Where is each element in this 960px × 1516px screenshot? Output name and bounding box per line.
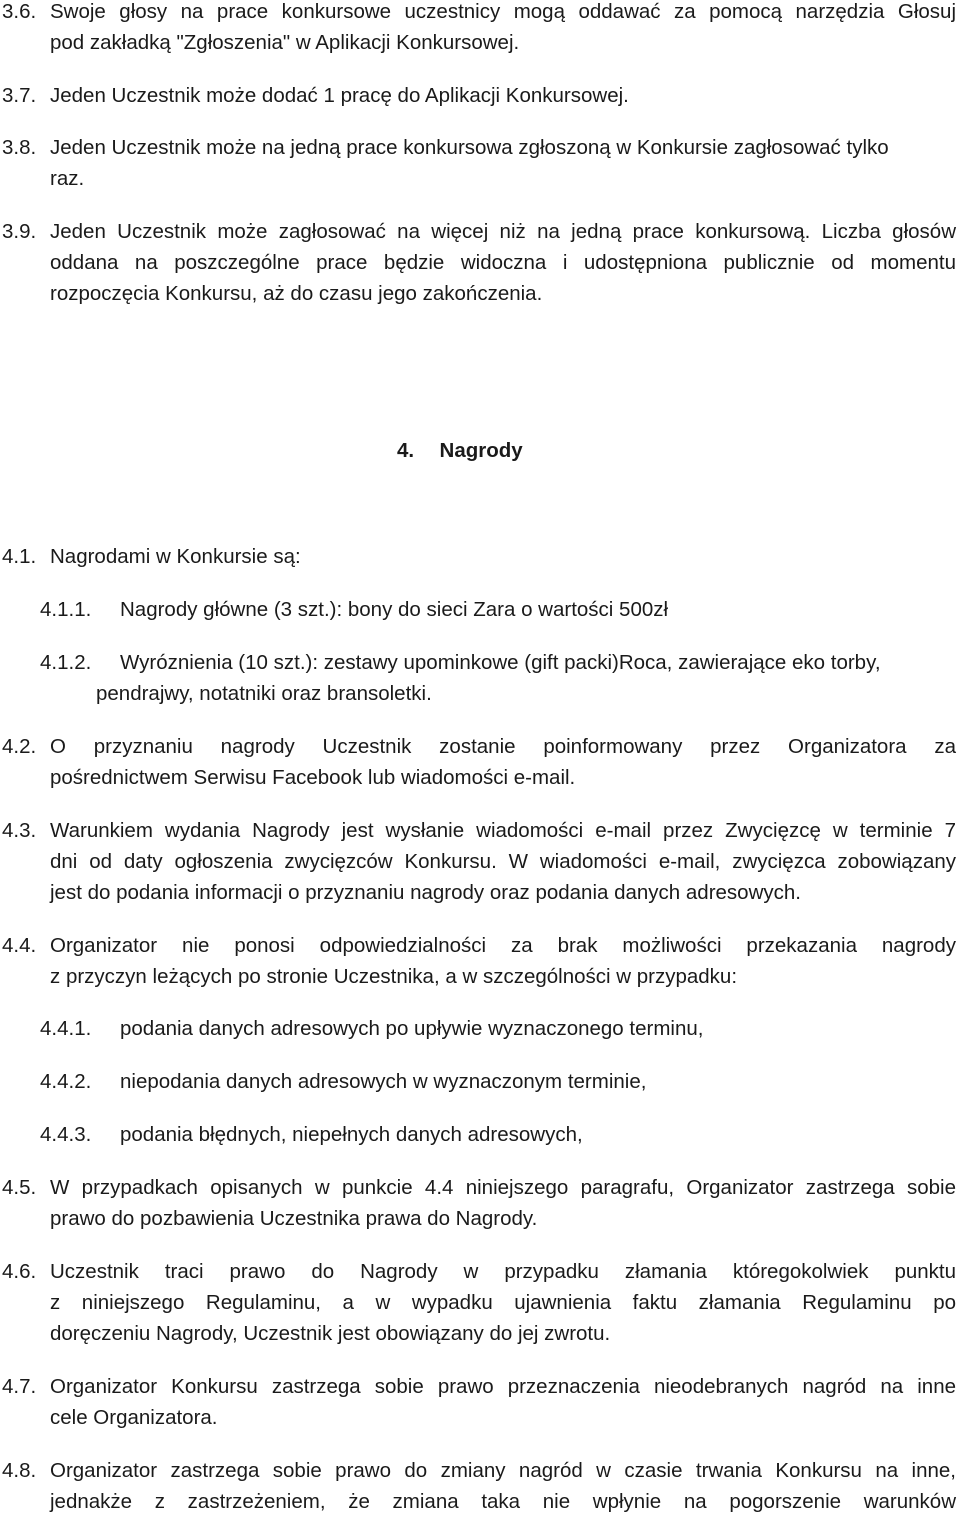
paragraph-line: Nagrody główne (3 szt.): bony do sieci Zara o wartości 500zł (120, 598, 669, 621)
paragraph-line: podania błędnych, niepełnych danych adresowych, (120, 1123, 583, 1146)
paragraph-line: raz. (50, 167, 85, 190)
section-number: 4.8. (2, 1459, 37, 1482)
paragraph-line: Jeden Uczestnik może zagłosować na więcej niż na jedną prace konkursową. Liczba głosów (50, 220, 956, 243)
heading-number: 4. (397, 439, 415, 462)
section-number: 4.5. (2, 1176, 37, 1199)
paragraph-line: niepodania danych adresowych w wyznaczonym terminie, (120, 1070, 647, 1093)
paragraph-line: podania danych adresowych po upływie wyznaczonego terminu, (120, 1017, 704, 1040)
section-number: 4.4.3. (40, 1123, 92, 1146)
paragraph-line: z niniejszego Regulaminu, a w wypadku ujawnienia faktu złamania Regulaminu po (50, 1291, 956, 1314)
section-number: 4.3. (2, 819, 37, 842)
section-number: 4.7. (2, 1375, 37, 1398)
paragraph-line: Swoje głosy na prace konkursowe uczestnicy mogą oddawać za pomocą narzędzia Głosuj (50, 0, 956, 23)
paragraph-line: z przyczyn leżących po stronie Uczestnika, a w szczególności w przypadku: (50, 965, 738, 988)
paragraph-line: Nagrodami w Konkursie są: (50, 545, 301, 568)
paragraph-line: O przyznaniu nagrody Uczestnik zostanie poinformowany przez Organizatora za (50, 735, 956, 758)
paragraph-line: jest do podania informacji o przyznaniu nagrody oraz podania danych adresowych. (50, 881, 801, 904)
paragraph-line: dni od daty ogłoszenia zwycięzców Konkursu. W wiadomości e-mail, zwycięzca zobowiązany (50, 850, 956, 873)
paragraph-line: cele Organizatora. (50, 1406, 218, 1429)
paragraph-line: W przypadkach opisanych w punkcie 4.4 niniejszego paragrafu, Organizator zastrzega sobie (50, 1176, 956, 1199)
paragraph-line: Wyróznienia (10 szt.): zestawy upominkowe (gift packi)Roca, zawierające eko torby, (120, 651, 881, 674)
section-number: 3.6. (2, 0, 37, 23)
section-number: 4.6. (2, 1260, 37, 1283)
paragraph-line: doręczeniu Nagrody, Uczestnik jest obowiązany do jej zwrotu. (50, 1322, 611, 1345)
paragraph-line: oddana na poszczególne prace będzie widoczna i udostępniona publicznie od momentu (50, 251, 956, 274)
section-number: 3.7. (2, 84, 37, 107)
section-number: 3.8. (2, 136, 37, 159)
paragraph-line: Jeden Uczestnik może na jedną prace konkursowa zgłoszoną w Konkursie zagłosować tylko (50, 136, 889, 159)
section-number: 4.1.1. (40, 598, 92, 621)
paragraph-line: rozpoczęcia Konkursu, aż do czasu jego zakończenia. (50, 282, 543, 305)
paragraph-line: prawo do pozbawienia Uczestnika prawa do Nagrody. (50, 1207, 538, 1230)
paragraph-line: Jeden Uczestnik może dodać 1 pracę do Aplikacji Konkursowej. (50, 84, 629, 107)
section-heading (397, 439, 523, 463)
paragraph-line: jednakże z zastrzeżeniem, że zmiana taka nie wpłynie na pogorszenie warunków (50, 1490, 956, 1513)
section-number: 3.9. (2, 220, 37, 243)
paragraph-line: Organizator Konkursu zastrzega sobie prawo przeznaczenia nieodebranych nagród na inne (50, 1375, 956, 1398)
paragraph-line: Warunkiem wydania Nagrody jest wysłanie wiadomości e-mail przez Zwycięzcę w terminie 7 (50, 819, 956, 842)
paragraph-line: Uczestnik traci prawo do Nagrody w przypadku złamania któregokolwiek punktu (50, 1260, 956, 1283)
section-number: 4.1.2. (40, 651, 92, 674)
paragraph-line: pośrednictwem Serwisu Facebook lub wiadomości e-mail. (50, 766, 576, 789)
heading-title: Nagrody (439, 439, 523, 462)
section-number: 4.4.1. (40, 1017, 92, 1040)
paragraph-line: Organizator zastrzega sobie prawo do zmiany nagród w czasie trwania Konkursu na inne, (50, 1459, 956, 1482)
section-number: 4.4.2. (40, 1070, 92, 1093)
paragraph-line: Organizator nie ponosi odpowiedzialności za brak możliwości przekazania nagrody (50, 934, 956, 957)
paragraph-line: pod zakładką "Zgłoszenia" w Aplikacji Konkursowej. (50, 31, 520, 54)
section-number: 4.1. (2, 545, 37, 568)
section-number: 4.4. (2, 934, 37, 957)
paragraph-line: pendrajwy, notatniki oraz bransoletki. (96, 682, 432, 705)
section-number: 4.2. (2, 735, 37, 758)
